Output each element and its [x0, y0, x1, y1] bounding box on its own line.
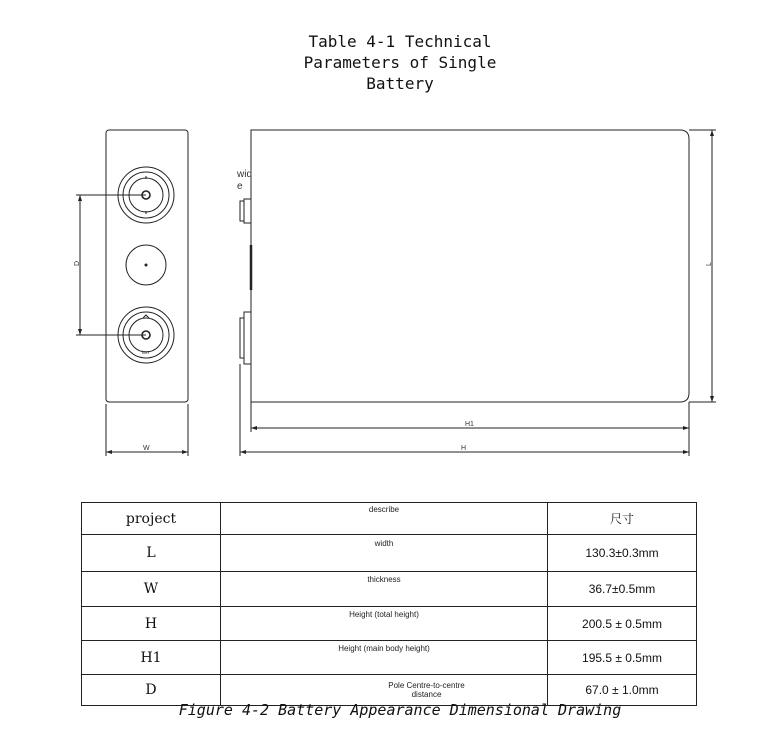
- label-d: D: [74, 260, 81, 266]
- describe-line-2: distance: [411, 690, 442, 699]
- row-value: 36.7±0.5mm: [548, 572, 697, 607]
- describe-line-1: Pole Centre-to-centre: [388, 681, 465, 690]
- row-describe: thickness: [221, 572, 548, 607]
- row-project: H1: [82, 641, 221, 675]
- header-describe: describe: [221, 503, 548, 535]
- figure-caption: Figure 4-2 Battery Appearance Dimensional Drawing: [178, 701, 622, 719]
- table-header-row: [82, 503, 697, 535]
- label-h: H: [461, 445, 467, 452]
- row-value: 67.0 ± 1.0mm: [548, 675, 697, 706]
- title-line-3: Battery: [366, 74, 434, 93]
- header-project: project: [82, 503, 221, 535]
- row-project: H: [82, 607, 221, 641]
- label-w: W: [143, 445, 150, 452]
- row-value: 195.5 ± 0.5mm: [548, 641, 697, 675]
- terminal-stub-bottom: [244, 312, 251, 364]
- table-row: [82, 535, 697, 572]
- terminal-stub-top: [244, 199, 251, 223]
- title-line-2: Parameters of Single: [303, 53, 497, 72]
- table-row: [82, 641, 697, 675]
- front-view-body: [251, 130, 689, 402]
- row-project: W: [82, 572, 221, 607]
- header-size: 尺寸: [548, 503, 697, 535]
- row-value: 130.3±0.3mm: [548, 535, 697, 572]
- title-line-1: Table 4-1 Technical: [308, 32, 492, 51]
- row-project: L: [82, 535, 221, 572]
- parameters-table: [81, 502, 697, 706]
- row-describe: Height (main body height): [221, 641, 548, 675]
- terminal-bottom-label: ten: [142, 350, 149, 356]
- label-wide-2: e: [237, 181, 243, 192]
- table-row: [82, 607, 697, 641]
- row-describe: width: [221, 535, 548, 572]
- row-project: D: [82, 675, 221, 706]
- label-l: L: [706, 262, 713, 266]
- row-value: 200.5 ± 0.5mm: [548, 607, 697, 641]
- row-describe: Height (total height): [221, 607, 548, 641]
- label-h1: H1: [465, 421, 474, 428]
- table-row: [82, 572, 697, 607]
- label-wide-1: wid: [237, 169, 253, 180]
